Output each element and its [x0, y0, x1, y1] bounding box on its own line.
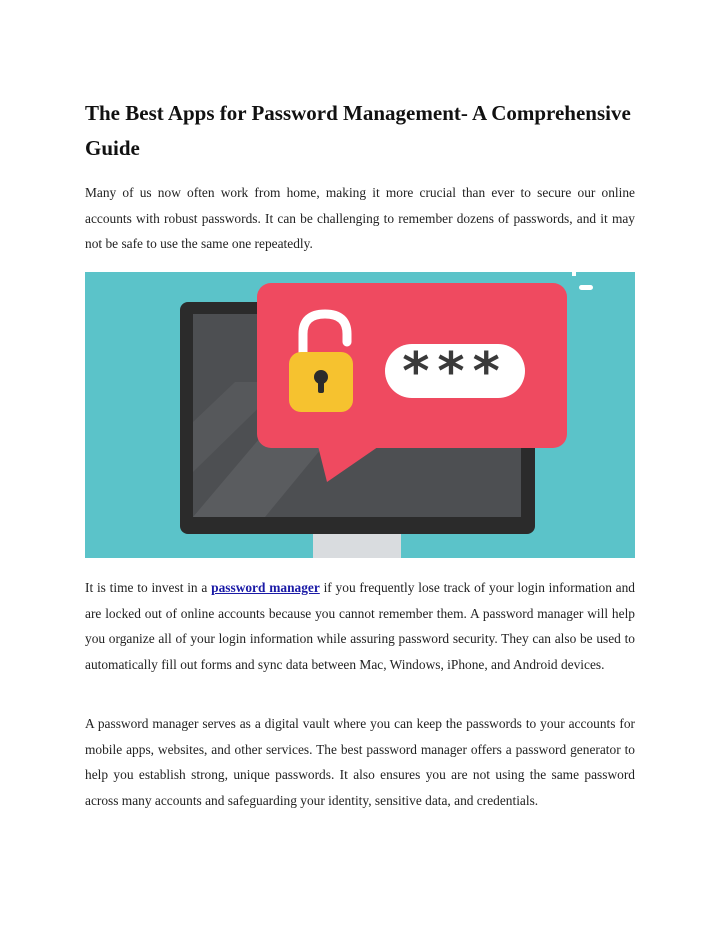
para2-text-after: if you frequently lose track of your login information and are locked out of online accounts because you cannot remember them. A password manager will help you organize all of your login information while assuring password security. They can also be used to automatically fill out forms and sync data between Mac, Windows, iPhone, and Android devices. [85, 580, 635, 672]
password-manager-link[interactable]: password manager [211, 580, 320, 595]
intro-paragraph: Many of us now often work from home, making it more crucial than ever to secure our online accounts with robust passwords. It can be challenging to remember dozens of passwords, and it may not be safe to use the same one repeatedly. [85, 185, 635, 251]
page-title: The Best Apps for Password Management- A Comprehensive Guide [85, 101, 631, 160]
monitor-stand [313, 530, 401, 558]
hero-image [85, 272, 635, 558]
body-paragraph-3: A password manager serves as a digital vault where you can keep the passwords to your accounts for mobile apps, websites, and other services. The best password manager offers a password generator to help you establish strong, unique passwords. It also ensures you are not using the same password across many accounts and safeguarding your identity, sensitive data, and credentials. [85, 716, 635, 808]
para2-text-before: It is time to invest in a [85, 580, 212, 595]
body-paragraph-2 [85, 575, 635, 677]
masked-password: *** [402, 342, 508, 402]
decor-dash [579, 285, 593, 290]
decor-dot [572, 272, 576, 276]
hero-illustration [85, 272, 635, 558]
